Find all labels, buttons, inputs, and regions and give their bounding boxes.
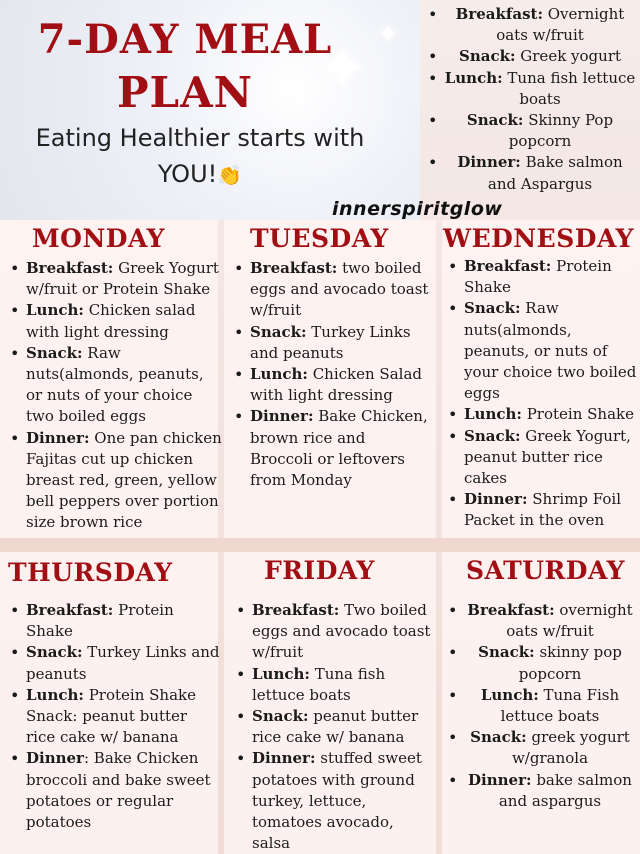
meal-text: Shrimp Foil Packet in the oven [464,490,621,530]
meal-text: skinny pop popcorn [518,643,622,683]
sparkle-icon: ✦ [318,34,367,102]
list-item [424,46,638,67]
monday-meal-list [8,258,222,534]
meal-label: Dinner: [26,428,90,447]
meal-label: Snack: [478,643,535,662]
subtitle [0,120,400,193]
list-item [444,727,638,769]
meal-text: One pan chicken Fajitas cut up chicken breast red, green, yellow bell peppers over portion size brown rice [26,428,222,532]
list-item [424,68,638,110]
row-divider [0,538,640,552]
list-item [232,322,432,364]
meal-label: Dinner: [252,749,316,768]
meal-label: Snack: [250,322,307,341]
meal-label: Breakfast: [252,601,340,619]
list-item [446,298,638,404]
list-item [8,748,220,833]
meal-label: Snack: [252,707,309,726]
meal-text: peanut butter rice cake w/ banana [252,707,419,747]
sparkle-small-icon: ✦ [378,20,399,48]
subtitle-line1: Eating Healthier starts with [35,124,365,152]
meal-text: Skinny Pop popcorn [508,111,614,151]
meal-label: Snack: [464,299,521,318]
meal-text: Protein Shake [464,257,612,297]
meal-text: Chicken salad with light dressing [26,301,196,341]
meal-text: Overnight oats w/fruit [496,5,625,45]
page-title-line2: PLAN [116,68,254,117]
day-heading-thursday: THURSDAY [8,558,173,587]
meal-label: Dinner: [457,153,521,172]
page-title-line1: 7-DAY MEAL [37,16,333,63]
meal-label: Breakfast: [467,601,555,619]
meal-label: Snack: [464,426,521,445]
meal-label: Lunch: [250,365,308,384]
meal-text: Greek Yogurt, peanut butter rice cakes [464,426,631,488]
meal-label: Dinner: [464,490,528,509]
meal-label: Lunch: [26,685,84,704]
sunday-panel [424,4,638,195]
meal-text: Tuna Fish lettuce boats [500,685,620,726]
list-item [232,406,432,491]
list-item [444,642,638,684]
meal-label: Breakfast: [464,257,552,275]
day-heading-tuesday: TUESDAY [250,224,389,253]
meal-label: Breakfast: [455,5,543,23]
meal-label: Dinner [26,749,84,768]
clap-emoji-icon: 👏 [217,163,243,187]
list-item [8,685,220,749]
list-item [444,770,638,812]
list-item [234,600,434,664]
meal-label: Lunch: [26,301,84,320]
list-item [424,4,638,46]
meal-text: Raw nuts(almonds, peanuts, or nuts of your choice two boiled eggs [26,343,204,426]
list-item [8,343,222,428]
list-item [446,404,638,425]
meal-label: Lunch: [464,405,522,424]
meal-text: stuffed sweet potatoes with ground turkey, lettuce, tomatoes avocado, salsa [252,749,422,853]
tuesday-meal-list [232,258,432,491]
sparkle-tiny-icon: ✦ [290,86,306,107]
thursday-meal-list [8,600,220,833]
list-item [8,258,222,300]
list-item [444,685,638,727]
list-item [234,748,434,854]
list-item [424,110,638,152]
meal-label: Dinner: [250,407,314,426]
meal-text: two boiled eggs and avocado toast w/fruit [250,259,429,320]
meal-label: Snack: [466,111,524,130]
meal-text: Raw nuts(almonds, peanuts, or nuts of your choice two boiled eggs [464,299,637,403]
meal-text: Tuna fish lettuce boats [252,664,386,704]
day-heading-saturday: SATURDAY [466,556,625,585]
meal-label: Breakfast: [26,601,114,619]
meal-text: Bake Chicken, brown rice and Broccoli or leftovers from Monday [250,407,428,490]
saturday-meal-list [444,600,638,812]
list-item [232,258,432,322]
list-item [446,426,638,490]
meal-label: Lunch: [252,664,310,683]
list-item [424,152,638,194]
meal-text: Turkey Links and peanuts [250,322,411,362]
meal-label: Snack: [470,728,527,747]
list-item [446,489,638,531]
meal-text: Turkey Links and peanuts [26,643,220,683]
meal-label: Snack: [458,47,516,66]
meal-label: Breakfast: [26,259,114,277]
meal-label: Dinner: [468,770,532,789]
meal-text: Greek Yogurt w/fruit or Protein Shake [26,259,219,299]
brand-handle: innerspiritglow [332,198,503,220]
meal-text: Protein Shake Snack: peanut butter rice cake w/ banana [26,685,196,747]
meal-text: greek yogurt w/granola [511,728,630,768]
list-item [444,600,638,642]
list-item [446,256,638,298]
list-item [8,300,222,342]
meal-text: Two boiled eggs and avocado toast w/fruit [252,601,431,662]
list-item [8,600,220,642]
meal-text: Greek yogurt [515,47,622,66]
day-heading-monday: MONDAY [32,224,165,253]
meal-text: Protein Shake [521,405,634,424]
meal-label: Breakfast: [250,259,338,277]
day-heading-friday: FRIDAY [264,556,375,585]
meal-text: : Bake Chicken broccoli and bake sweet potatoes or regular potatoes [26,749,211,832]
meal-text: Bake salmon and Aspargus [487,153,623,193]
meal-label: Snack: [26,643,83,662]
hero-banner [0,0,420,220]
day-heading-wednesday: WEDNESDAY [443,224,634,253]
meal-label: Snack: [26,343,83,362]
subtitle-line2: YOU! [157,160,218,188]
meal-text: overnight oats w/fruit [506,601,633,641]
meal-text: Protein Shake [26,601,174,641]
list-item [234,664,434,706]
meal-label: Lunch: [480,685,539,704]
list-item [8,642,220,684]
friday-meal-list [234,600,434,854]
list-item [234,706,434,748]
meal-text: bake salmon and aspargus [498,770,632,810]
list-item [8,428,222,534]
meal-label: Lunch: [444,68,503,87]
meal-text: Tuna fish lettuce boats [502,68,636,108]
wednesday-meal-list [446,256,638,532]
meal-text: Chicken Salad with light dressing [250,365,422,405]
list-item [232,364,432,406]
sunday-meal-list [424,4,638,195]
